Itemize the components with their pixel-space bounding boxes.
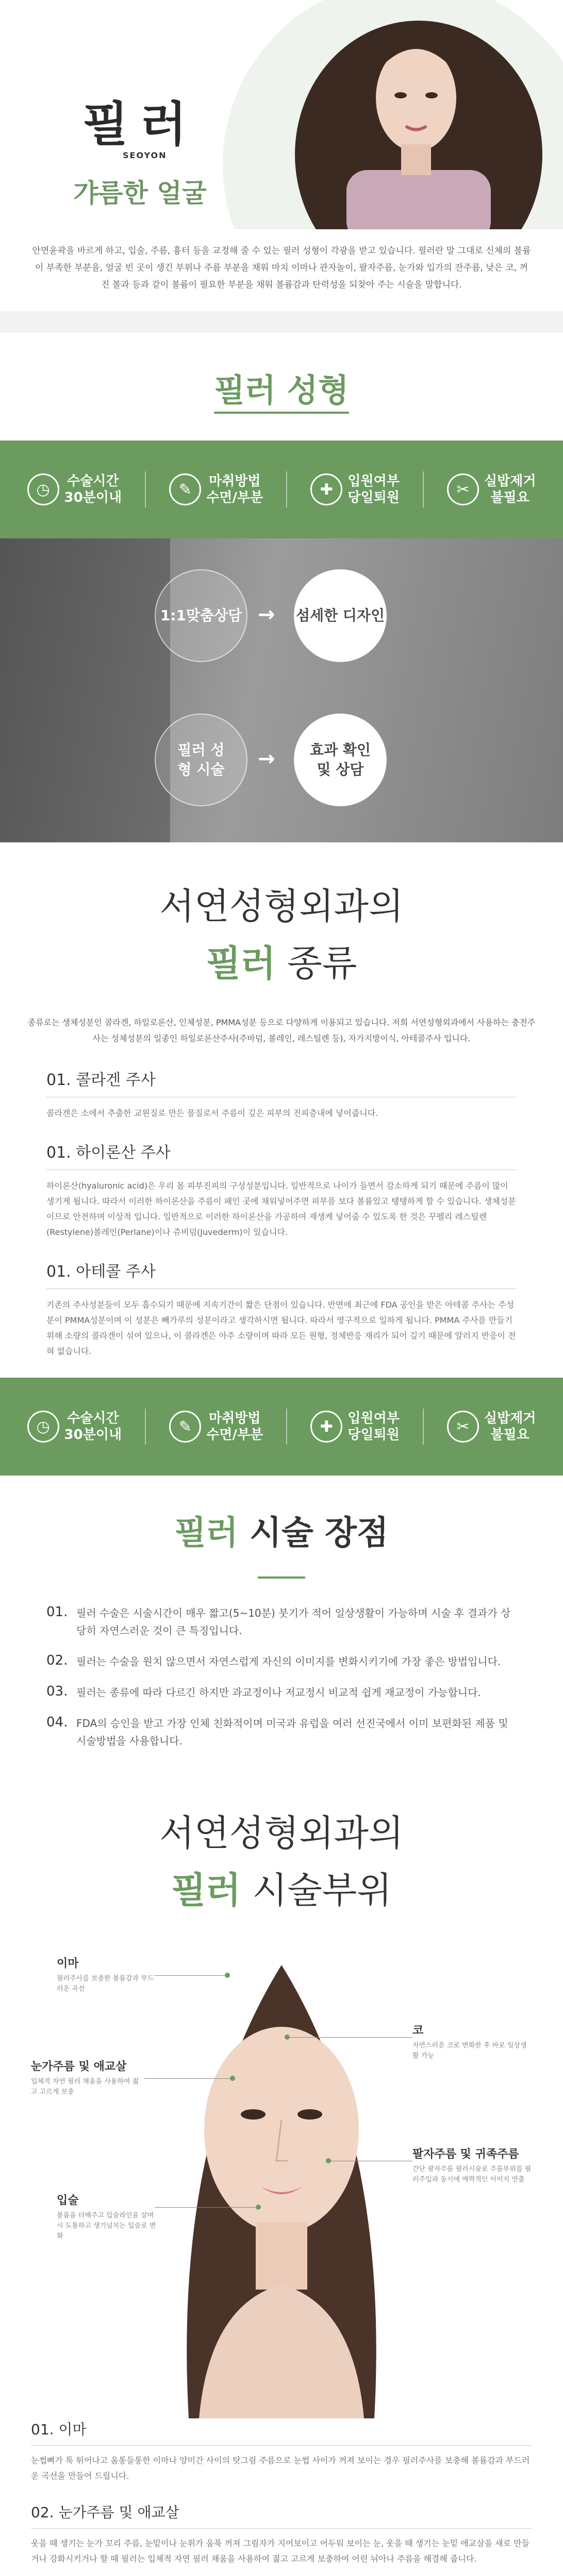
- merits-title-plain: 시술 장점: [250, 1514, 389, 1552]
- marker-dot: [326, 2158, 331, 2163]
- label-title: 입술: [57, 2194, 79, 2207]
- info-separator: [286, 471, 287, 507]
- info-value: 당일퇴원: [347, 1427, 400, 1443]
- divider-band: [0, 311, 563, 333]
- areas-header-line1: 서연성형외과의: [159, 1812, 404, 1854]
- merit-num: 04.: [46, 1715, 68, 1730]
- label-desc: 볼륨을 더해주고 입술라인을 살며시 도톰하고 생기넘치는 입술로 변화: [57, 2212, 156, 2240]
- process-section: [0, 538, 563, 842]
- type-hyaluronic: [0, 1140, 563, 1259]
- arrow-right-icon: →: [258, 747, 275, 771]
- merit-num: 03.: [46, 1684, 68, 1699]
- arrow-right-icon: →: [258, 603, 275, 626]
- label-desc: 필러주사를 보충한 볼륨감과 부드러운 곡선: [57, 1975, 154, 1993]
- syringe-icon: ✎: [169, 473, 201, 505]
- info-label: 입원여부: [347, 473, 400, 489]
- procedure-title-accent: 성형: [287, 371, 349, 409]
- info-separator: [423, 471, 424, 507]
- info-value: 불필요: [490, 490, 529, 505]
- type-desc: 하이론산(hyaluronic acid)은 우리 몸 피부진피의 구성성분입니다. 일반적으로 나이가 들면서 감소하게 되기 때문에 주름이 많이 생기게 됩니다. 따라서 이러한 하이론산을 주름이 패인 곳에 채워넣어주면 피부를 보다 볼륨있고 탱탱하게 할 수 있습니다. 생체성분이므로 안전하며 이상적 입니다. 일반적으로 이러한 하이론산을 가공하여 재생케 넣어줌 수 있도록 한 것은 꾸펠리 레스틸렌 (Restylene)볼레인(Perlane)이나 쥬비덤(Juvederm)이 있습니다.: [46, 1181, 516, 1237]
- procedure-title-plain: 필러: [214, 371, 276, 409]
- procedure-title: [0, 333, 563, 440]
- info-value: 수면/부분: [206, 1427, 263, 1443]
- info-item-time: [27, 473, 122, 506]
- hero-subtitle-en: SEOYON: [123, 150, 167, 160]
- type-desc: 기존의 주사성분들이 모두 흡수되기 때문에 지속기간이 짧은 단점이 있습니다. 반면에 최근에 FDA 공인을 받은 아테콜 주사는 주성분이 PMMA성분이며 이 성분은 빼가루의 성분이라고 생각하시면 됩니다. 따라서 영구적으로 일하게 됩니다. PMMA 주사를 만들기 위해 소량의 콜라겐이 섞여 있으나, 이 콜라겐은 아주 소량이며 따라 모든 원형, 정체반응 재리가 되어 깊기 때문에 알러지 반응이 전혀 없습니다.: [46, 1300, 516, 1356]
- info-label: 실밥제거: [484, 1411, 536, 1426]
- process-step-1: 1:1맞춤상담: [155, 569, 247, 662]
- hero-title: 필러: [82, 97, 199, 152]
- merit-text: 필러는 종류에 따라 다르긴 하지만 과교정이나 저교정시 비교적 쉽게 재교정이 가능합니다.: [76, 1686, 481, 1699]
- merit-item: [0, 1604, 563, 1653]
- info-label: 실밥제거: [484, 473, 536, 489]
- type-title: 01. 콜라겐 주사: [46, 1067, 517, 1097]
- merit-item: [0, 1684, 563, 1715]
- intro-text: 안면윤곽을 바르게 하고, 입술, 주름, 흉터 등을 교정해 줄 수 있는 필러 성형이 각광을 받고 있습니다. 필러란 말 그대로 신체의 볼륨이 부족한 부분을, 얼굴 빈 곳이 생긴 부위나 주름 부분을 채워 마치 이마나 관자놀이, 팔자주름, 눈가와 입가의 잔주름, 낮은 코, 꺼진 볼과 등과 같이 볼륨이 필요한 부분을 채워 볼륨감과 탄력성을 되찾아 주는 시술을 말합니다.: [32, 246, 531, 290]
- merit-item: [0, 1653, 563, 1684]
- merit-text: 필러는 수술을 원치 않으면서 자연스럽게 자신의 이미지를 변화시키기에 가장 좋은 방법입니다.: [76, 1655, 501, 1668]
- hero-banner: [0, 0, 563, 229]
- marker-dot: [230, 2076, 235, 2081]
- face-photo: [168, 1944, 395, 2418]
- info-label: 마취방법: [208, 473, 261, 489]
- info-item-stitches: [447, 1410, 536, 1443]
- hero-subtitle-ko: 갸름한 얼굴: [73, 178, 207, 208]
- info-label: 수술시간: [67, 473, 119, 489]
- types-header-accent: 필러: [206, 942, 276, 985]
- areas-header-accent: 필러: [171, 1869, 241, 1911]
- label-desc: 간단 팔자주름 필러시술로 주름부위를 필러주입과 동시에 매력적인 이미지 연출: [412, 2165, 532, 2183]
- process-step-4: 효과 확인 및 상담: [294, 714, 387, 806]
- clock-icon: ◷: [27, 1411, 59, 1443]
- label-lips: [57, 2192, 160, 2242]
- merit-num: 02.: [46, 1653, 68, 1668]
- area-desc: 웃을 때 생기는 눈가 꼬리 주름, 눈밑이나 눈위가 움푹 꺼져 그림자가 지어보이고 어두워 보이는 눈, 웃을 때 생기는 눈밑 애교살을 새로 만들거나 강화시키거나 할 때 필러는 입체적 자연 필러 채움을 사용하여 젊고 고르게 보충하여 어린 뉘아나 주름을 해결해 줍니다.: [31, 2538, 530, 2564]
- info-value: 불필요: [490, 1427, 529, 1443]
- areas-header-plain: 시술부위: [252, 1869, 392, 1911]
- merit-item: [0, 1715, 563, 1763]
- area-forehead: [0, 2418, 563, 2501]
- area-title: 02. 눈가주름 및 애교살: [31, 2501, 532, 2529]
- info-separator: [145, 471, 146, 507]
- hospital-icon: ✚: [310, 1411, 342, 1443]
- info-item-anesthesia: [169, 1410, 263, 1443]
- syringe-icon: ✎: [169, 1411, 201, 1443]
- label-title: 눈가주름 및 애교살: [31, 2060, 127, 2073]
- label-desc: 자연스러운 코로 변화한 후 바로 일상생활 가능: [412, 2042, 527, 2060]
- merit-text: FDA의 승인을 받고 가장 인체 친화적이며 미국과 유럽을 여러 선진국에서 이미 보편화된 제품 및 시술방법을 사용합니다.: [76, 1717, 508, 1747]
- info-item-hospital: [310, 1410, 399, 1443]
- info-bar-repeat: [0, 1378, 563, 1476]
- merit-text: 필러 수술은 시술시간이 매우 짧고(5~10분) 붓기가 적어 일상생활이 가능하며 시술 후 결과가 상당히 자연스러운 것이 큰 특징입니다.: [76, 1607, 511, 1637]
- merits-title-accent: 필러: [174, 1514, 238, 1552]
- merit-num: 01.: [46, 1604, 68, 1620]
- info-separator: [145, 1409, 146, 1445]
- label-eye: [31, 2058, 144, 2097]
- area-title: 01. 이마: [31, 2418, 532, 2446]
- info-item-stitches: [447, 473, 536, 506]
- hospital-icon: ✚: [310, 473, 342, 505]
- info-item-anesthesia: [169, 473, 263, 506]
- area-eye: [0, 2501, 563, 2576]
- merits-underline: [258, 1577, 305, 1579]
- label-forehead: [57, 1955, 160, 1994]
- label-title: 코: [412, 2024, 424, 2037]
- info-value: 30분이내: [64, 1427, 122, 1443]
- clock-icon: ◷: [27, 473, 59, 505]
- info-label: 마취방법: [208, 1411, 261, 1426]
- label-desc: 입체적 자연 필러 채움을 사용하여 젊고 고르게 보충: [31, 2078, 139, 2096]
- types-header: [0, 842, 563, 1014]
- label-nose: [412, 2022, 531, 2061]
- process-step-3: 필러 성형 시술: [155, 714, 247, 806]
- type-title: 01. 하이론산 주사: [46, 1140, 517, 1170]
- area-desc: 눈썹뼈가 툭 튀어나고 움통들통한 이마나 양미간 사이의 탓그림 주름으로 눈썹 사이가 꺼져 보이는 경우 필러주사를 보충해 볼륨감과 부드러운 곡선을 만들어 드립니다.: [31, 2455, 530, 2481]
- types-header-line1: 서연성형외과의: [159, 885, 404, 927]
- info-value: 30분이내: [64, 490, 122, 505]
- process-step-2: 섬세한 디자인: [294, 569, 387, 662]
- type-title: 01. 아테콜 주사: [46, 1259, 517, 1289]
- info-label: 수술시간: [67, 1411, 119, 1426]
- marker-dot: [256, 2205, 261, 2210]
- scissors-icon: ✂: [447, 473, 479, 505]
- type-desc: 콜라겐은 소에서 추출한 교원질로 만든 물질로서 주름이 깊은 피부의 진피층내에 넣어줍니다.: [46, 1108, 378, 1118]
- type-collagen: [0, 1067, 563, 1140]
- merits-title: [0, 1476, 563, 1577]
- label-title: 이마: [57, 1957, 79, 1970]
- areas-header: [0, 1763, 563, 1944]
- face-diagram: [0, 1944, 563, 2418]
- scissors-icon: ✂: [447, 1411, 479, 1443]
- info-item-time: [27, 1410, 122, 1443]
- info-value: 당일퇴원: [347, 490, 400, 505]
- marker-dot: [285, 2035, 290, 2040]
- types-header-plain: 종류: [287, 942, 357, 985]
- info-value: 수면/부분: [206, 490, 263, 505]
- info-separator: [423, 1409, 424, 1445]
- info-separator: [286, 1409, 287, 1445]
- type-artecoll: [0, 1259, 563, 1378]
- marker-dot: [225, 1973, 230, 1978]
- info-bar: [0, 440, 563, 538]
- info-item-hospital: [310, 473, 399, 506]
- label-nasolabial: [412, 2145, 536, 2185]
- types-intro: 종류로는 생체성분인 콜라겐, 하일로론산, 인체성분, PMMA성분 등으로 다양하게 이용되고 있습니다. 저희 서연성형외과에서 사용하는 충전주사는 성체성분의 일종인 하일로론산주사(주바덤, 볼레인, 레스틸렌 등), 자가지방이식, 아테콜주사 입니다.: [27, 1018, 536, 1043]
- model-photo: [285, 0, 542, 229]
- label-title: 팔자주름 및 귀족주름: [412, 2148, 519, 2161]
- info-label: 입원여부: [347, 1411, 400, 1426]
